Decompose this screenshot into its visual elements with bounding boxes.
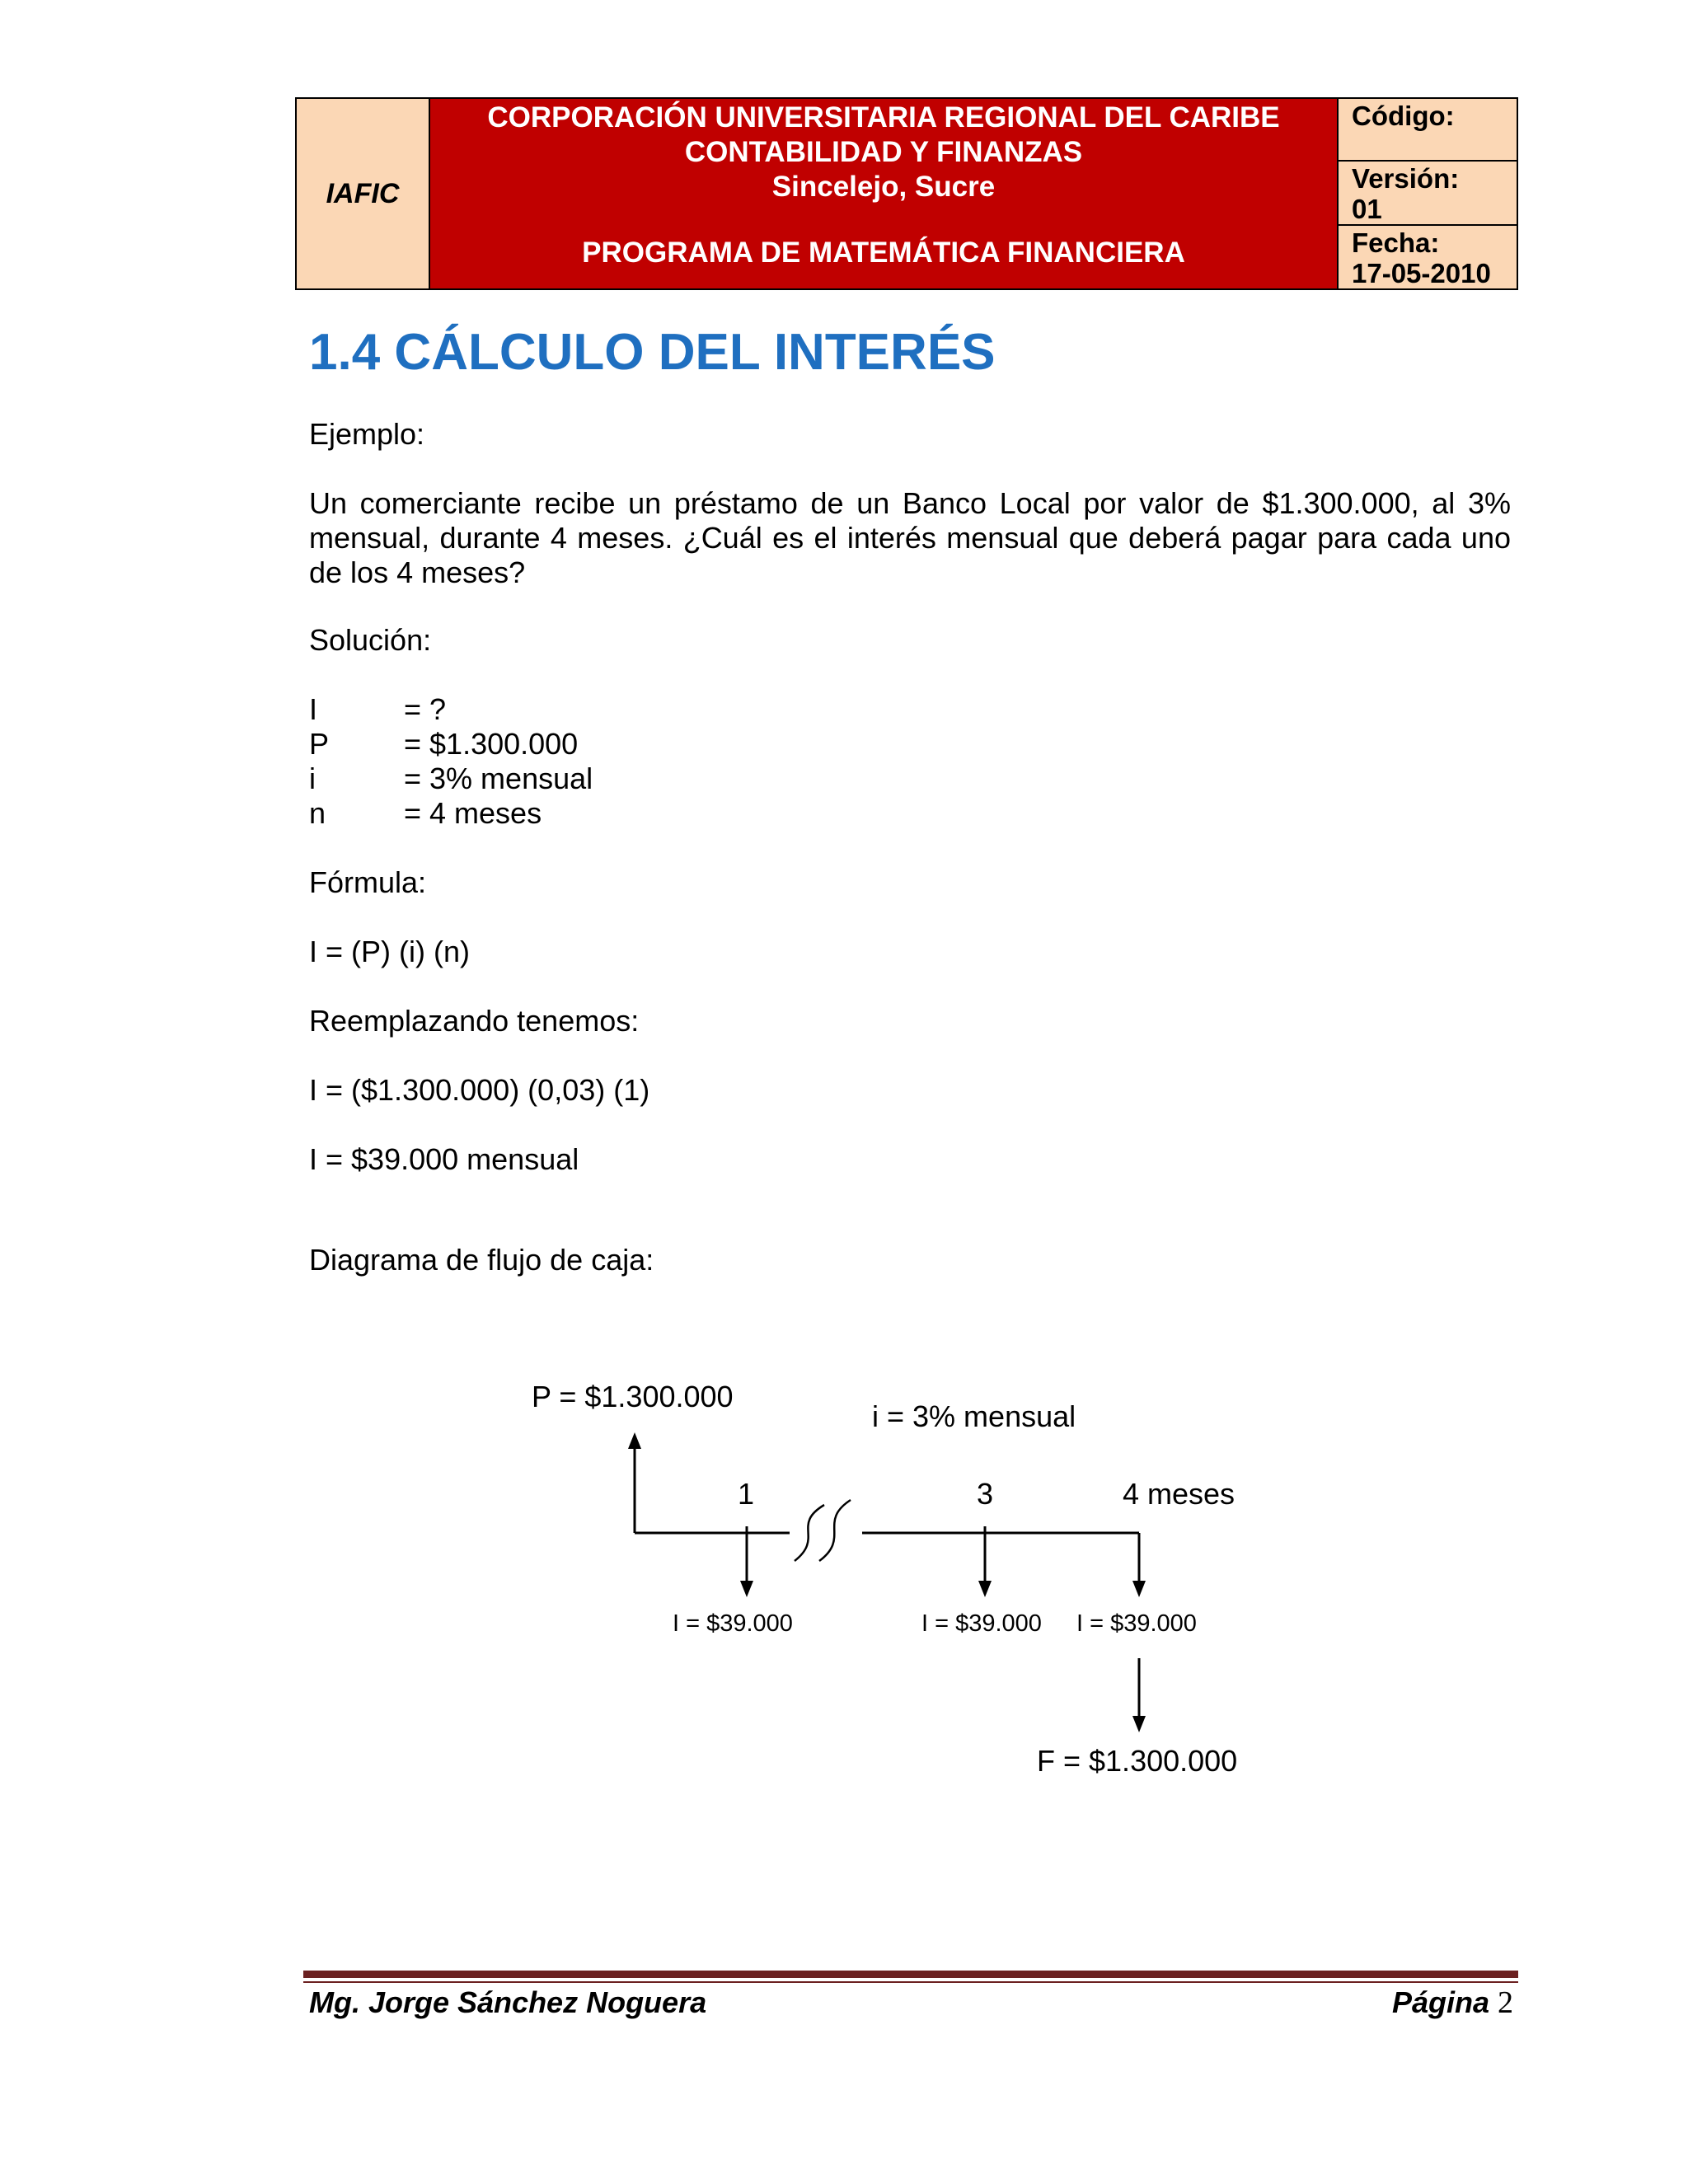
footer-rule-thin [303, 1981, 1518, 1983]
diagram-principal-label: P = $1.300.000 [532, 1380, 734, 1413]
codigo-label: Código: [1352, 101, 1455, 131]
page-number: 2 [1498, 1985, 1513, 2020]
variable-name: I [309, 692, 318, 726]
header-program-name: CONTABILIDAD Y FINANZAS [684, 136, 1083, 168]
substitution: I = ($1.300.000) (0,03) (1) [309, 1073, 650, 1107]
footer-rule-thick [303, 1971, 1518, 1978]
header-logo-cell: IAFIC [297, 99, 430, 288]
timeline-break-2 [819, 1500, 851, 1561]
footer-author: Mg. Jorge Sánchez Noguera [309, 1985, 707, 2019]
fecha-label: Fecha: [1352, 227, 1440, 258]
variable-name: i [309, 762, 316, 795]
version-label: Versión: [1352, 163, 1460, 194]
footer-page [1392, 1985, 1513, 2021]
final-value-arrowhead [1132, 1716, 1146, 1732]
ejemplo-label: Ejemplo: [309, 417, 425, 451]
variable-value: = 3% mensual [404, 762, 593, 795]
fecha-value: 17-05-2010 [1352, 258, 1491, 288]
variable-value: = $1.300.000 [404, 727, 579, 761]
variable-value: = 4 meses [404, 796, 542, 830]
diagram-final-value-label: F = $1.300.000 [1037, 1744, 1238, 1778]
formula: I = (P) (i) (n) [309, 935, 470, 968]
variable-value: = ? [404, 692, 447, 726]
diagram-period-3: 3 [977, 1477, 994, 1511]
diagram-label: Diagrama de flujo de caja: [309, 1243, 654, 1277]
diagram-interest-3: I = $39.000 [921, 1610, 1042, 1637]
diagram-period-1: 1 [738, 1477, 755, 1511]
timeline-break-1 [795, 1505, 824, 1561]
version-value: 01 [1352, 194, 1382, 224]
variable-name: n [309, 796, 326, 830]
diagram-period-4: 4 meses [1123, 1477, 1236, 1511]
solucion-label: Solución: [309, 623, 432, 657]
interest-arrowhead-3 [978, 1581, 992, 1597]
principal-arrowhead [628, 1432, 641, 1449]
result: I = $39.000 mensual [309, 1142, 579, 1176]
section-title: 1.4 CÁLCULO DEL INTERÉS [309, 324, 996, 381]
diagram-interest-1: I = $39.000 [673, 1610, 793, 1637]
header-institution-name: CORPORACIÓN UNIVERSITARIA REGIONAL DEL CARIBE [487, 101, 1280, 134]
variable-name: P [309, 727, 330, 761]
header-city: Sincelejo, Sucre [771, 171, 996, 203]
header-course-name: PROGRAMA DE MATEMÁTICA FINANCIERA [582, 237, 1185, 269]
formula-label: Fórmula: [309, 865, 427, 899]
interest-arrowhead-4 [1132, 1581, 1146, 1597]
page-label: Página [1391, 1985, 1489, 2019]
reemplazando-label: Reemplazando tenemos: [309, 1004, 640, 1038]
diagram-rate-label: i = 3% mensual [872, 1399, 1076, 1433]
diagram-interest-4: I = $39.000 [1076, 1610, 1197, 1637]
interest-arrowhead-1 [740, 1581, 753, 1597]
problem-statement: Un comerciante recibe un préstamo de un Banco Local por valor de $1.300.000, al 3% mensual, durante 4 meses. ¿Cuál es el interés mensual que deberá pagar para cada uno de los 4 meses? [309, 486, 1511, 589]
